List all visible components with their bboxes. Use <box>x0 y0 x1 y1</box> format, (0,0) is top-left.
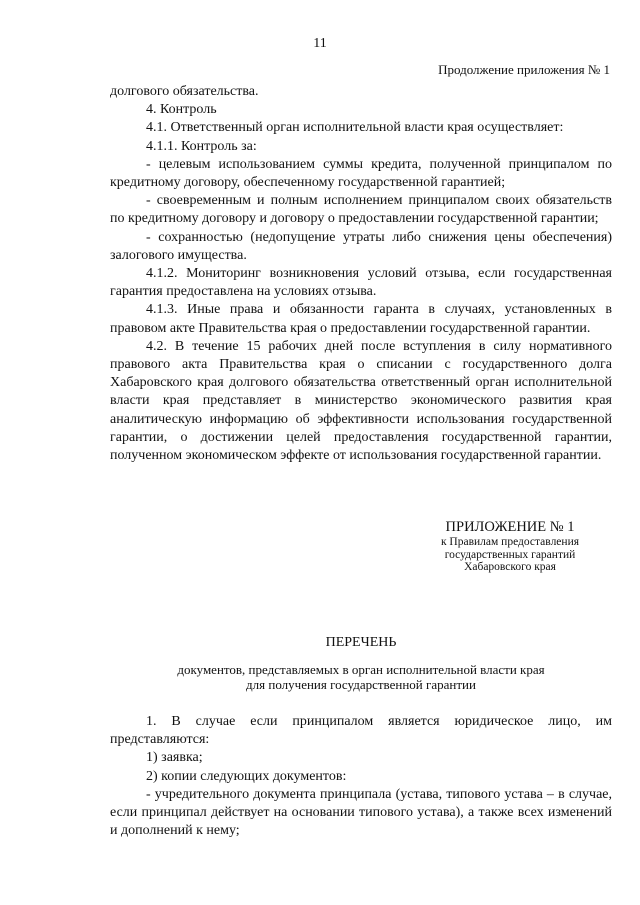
appendix-header <box>410 519 610 574</box>
paragraph: 4.1. Ответственный орган исполнительной власти края осуществляет: <box>146 120 564 136</box>
list-title: ПЕРЕЧЕНЬ <box>325 635 397 650</box>
paragraph: 4.1.1. Контроль за: <box>146 138 257 154</box>
paragraph: 4.1.2. Мониторинг возникновения условий отзыва, если государственная гарантия предоставлена на условиях отзыва. <box>110 266 612 300</box>
paragraph: долгового обязательства. <box>110 84 259 99</box>
appendix-subtitle-line: государственных гарантий <box>444 548 576 561</box>
section-heading: 4. Контроль <box>146 102 217 118</box>
list-item: - своевременным и полным исполнением принципалом своих обязательств по кредитному договору и договору о предоставлении государственной гарантии; <box>110 193 612 227</box>
list-subtitle-line: документов, представляемых в орган исполнительной власти края <box>177 662 545 677</box>
paragraph: 4.2. В течение 15 рабочих дней после вступления в силу нормативного правового акта Правительства края о списании с государственного долга Хабаровского края долгового обязательства ответственный орган исполнительной власти края представляет в министерство экономического развития края аналитическую информацию об эффективности использования государственной гарантии, о достижении целей предоставления государственной гарантии, полученном экономическом эффекте от использования государственной гарантии. <box>110 338 612 464</box>
body-text <box>110 83 612 465</box>
document-list <box>110 713 612 840</box>
paragraph: 4.1.3. Иные права и обязанности гаранта в случаях, установленных в правовом акте Правительства края о предоставлении государственной гарантии. <box>110 302 612 336</box>
list-item: - целевым использованием суммы кредита, полученной принципалом по кредитному договору, обеспеченному государственной гарантией; <box>110 156 612 191</box>
paragraph: 1. В случае если принципалом является юридическое лицо, им представляются: <box>110 714 612 748</box>
appendix-subtitle-line: к Правилам предоставления <box>440 536 580 548</box>
list-heading <box>110 634 612 692</box>
list-item: 1) заявка; <box>146 750 203 766</box>
continuation-note: Продолжение приложения № 1 <box>438 62 610 77</box>
page-number: 11 <box>313 36 327 51</box>
list-subtitle-line: для получения государственной гарантии <box>246 677 476 692</box>
appendix-subtitle-line: Хабаровского края <box>464 561 556 573</box>
list-item: - учредительного документа принципала (устава, типового устава – в случае, если принципал действует на основании типового устава), а также всех изменений и дополнений к нему; <box>110 786 612 839</box>
list-item: - сохранностью (недопущение утраты либо снижения цены обеспечения) залогового имущества. <box>110 229 612 263</box>
appendix-title: ПРИЛОЖЕНИЕ № 1 <box>445 519 575 535</box>
list-item: 2) копии следующих документов: <box>146 768 347 784</box>
